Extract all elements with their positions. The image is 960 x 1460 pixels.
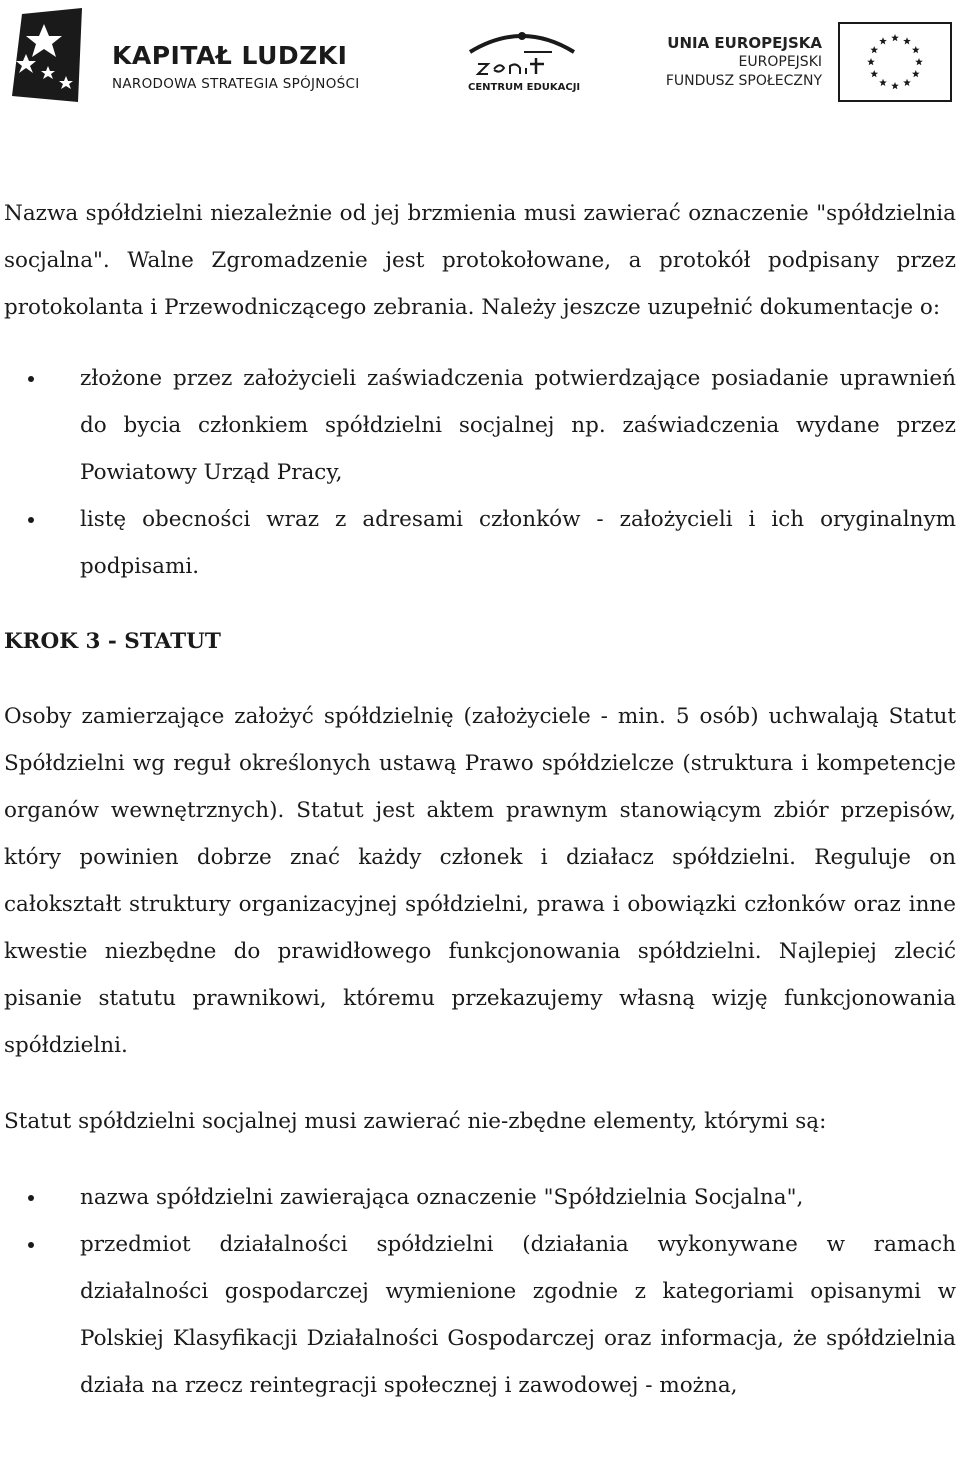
list-item: złożone przez założycieli zaświadczenia potwierdzające posiadanie uprawnień do bycia członkiem spółdzielni socjalnej np. zaświadczenia wydane przez Powiatowy Urząd Pracy,: [4, 355, 956, 496]
document-header: [0, 0, 960, 110]
eu-line2: EUROPEJSKI: [738, 54, 822, 70]
kapital-ludzki-title: KAPITAŁ LUDZKI: [112, 41, 348, 70]
eu-line1: UNIA EUROPEJSKA: [667, 34, 822, 52]
paragraph-statute-elements: Statut spółdzielni socjalnej musi zawierać nie-zbędne elementy, którymi są:: [4, 1109, 827, 1134]
documents-list: [4, 355, 956, 590]
list-item: nazwa spółdzielni zawierająca oznaczenie "Spółdzielnia Socjalna",: [4, 1174, 956, 1221]
document-body: [4, 190, 956, 1409]
kapital-ludzki-subtitle: NARODOWA STRATEGIA SPÓJNOŚCI: [112, 76, 360, 92]
paragraph-statute: Osoby zamierzające założyć spółdzielnię (założyciele - min. 5 osób) uchwalają Statut Spółdzielni wg reguł określonych ustawą Prawo spółdzielcze (struktura i kompetencje organów wewnętrznych). Statut jest aktem prawnym stanowiącym zbiór przepisów, który powinien dobrze znać każdy członek i działacz spółdzielni. Reguluje on całokształt struktury organizacyjnej spółdzielni, prawa i obowiązki członków oraz inne kwestie niezbędne do prawidłowego funkcjonowania spółdzielni. Najlepiej zlecić pisanie statutu prawnikowi, któremu przekazujemy własną wizję funkcjonowania spółdzielni.: [4, 704, 956, 1058]
list-item: przedmiot działalności spółdzielni (działania wykonywane w ramach działalności gospodarczej wymienione zgodnie z kategoriami opisanymi w Polskiej Klasyfikacji Działalności Gospodarczej oraz informacja, że spółdzielnia działa na rzecz reintegracji społecznej i zawodowej - można,: [4, 1221, 956, 1409]
section-heading: KROK 3 - STATUT: [4, 629, 221, 654]
eu-line3: FUNDUSZ SPOŁECZNY: [665, 73, 822, 89]
eu-flag-icon: [838, 22, 952, 102]
statute-elements-list: [4, 1174, 956, 1409]
eu-text-block: [666, 34, 822, 91]
zenit-logo: [462, 22, 582, 90]
list-item: listę obecności wraz z adresami członków - założycieli i ich oryginalnym podpisami.: [4, 496, 956, 590]
paragraph-intro: Nazwa spółdzielni niezależnie od jej brzmienia musi zawierać oznaczenie "spółdzielnia socjalna". Walne Zgromadzenie jest protokołowane, a protokół podpisany przez protokolanta i Przewodniczącego zebrania. Należy jeszcze uzupełnić dokumentacje o:: [4, 201, 956, 320]
kapital-ludzki-logo: [8, 6, 84, 104]
zenit-caption: CENTRUM EDUKACJI: [468, 82, 581, 93]
